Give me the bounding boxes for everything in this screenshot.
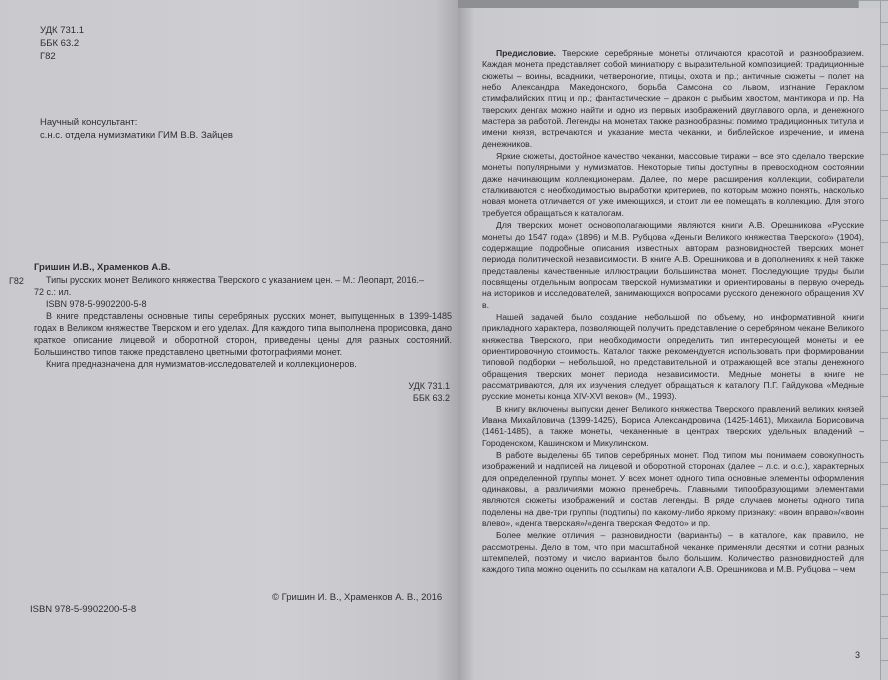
preface-paragraph-6: В работе выделены 65 типов серебряных монет. Под типом мы понимаем совокупность изображений и надписей на лицевой и оборотной сторонах (далее – л.с. и о.с.), характерных для определенной группы монет. У всех монет одного типа основные элементы оформления одинаковы, а различиями можно пренебречь. Главными типообразующими элементами являются сюжеты изображений и состав легенды. В ряде случаев монеты одного типа поделены на две-три группы (подтипы) по какому-либо яркому признаку: «воин вправо»/«воин влево», «денга тверская»/«денга тверская Федото» и пр. [482,450,864,529]
preface-paragraph-3: Для тверских монет основополагающими являются книги А.В. Орешникова «Русские монеты до 1547 года» (1896) и М.В. Рубцова «Деньги Великого княжества Тверского» (1904), содержащие подробные описания известных авторам разновидностей тверских монет периода политической независимости. В книге А.В. Орешникова и в дополнениях к ней также представлены качественные иллюстрации большинства монет. Последующие труды были посвящены отдельным вопросам тверской нумизматики и ориентированы в первую очередь на историков и исследователей, занимающихся вопросами русского денежного обращения XV в. [482,220,864,310]
consultant-label: Научный консультант: [40,117,138,128]
udk-bottom-block [380,380,450,404]
preface-paragraph-4: Нашей задачей было создание небольшой по объему, но информативной книги прикладного характера, позволяющей получить представление о серебряном чекане Великого княжества Тверского, при необходимости определить тип интересующей монеты и ее ориентировочную стоимость. Каталог также рекомендуется использовать при формировании типовой подборки – небольшой, но представительной и отражающей все этапы денежного обращения тверских монет периода независимости. Медные монеты в книге не рассматриваются, для их изучения следует обращаться к каталогу П.Г. Гайдукова «Медные русские монеты конца XIV-XVI веков» (М., 1993). [482,311,864,402]
bbk-code-bottom: ББК 63.2 [412,393,450,403]
authors-heading: Гришин И.В., Храменков А.В. [34,262,171,273]
isbn-bottom: ISBN 978-5-9902200-5-8 [30,604,137,615]
consultant-name: с.н.с. отдела нумизматики ГИМ В.В. Зайцев [40,130,233,141]
audience-paragraph: Книга предназначена для нумизматов-исследователей и коллекционеров. [46,359,357,369]
preface-paragraph-1-text: Тверские серебряные монеты отличаются красотой и разнообразием. Каждая монета представляет собой миниатюру с выразительной композицией: традиционные сюжеты – воины, всадники, четвероногие, птицы, охота и пр.; античные сюжеты – полет на небо Александра Македонского, борьба Самсона со львом, изгнание Гераклом стимфалийских птиц и пр.; фантастические – дракон с рыбьим хвостом, мантикора и пр. На тверских денгах можно найти и одно из первых изображений двуглавого орла, и денежного мастера за работой. Легенды на монетах также разнообразны: помимо традиционных титула и имени князя, встречаются и указание места чеканки, и библейское изречение, и имена денежников. [482,48,864,149]
book-title-line: Типы русских монет Великого княжества Тверского с указанием цен. – М.: Леопарт, 2016.– [46,275,425,285]
page-number: 3 [854,650,860,660]
preface-paragraph-7: Более мелкие отличия – разновидности (варианты) – в каталоге, как правило, не рассмотрены. Дело в том, что при масштабной чеканке применяли десятки и сотни разных штемпелей, поэтому и число вариантов было большим. Количество разновидностей для каждого типа можно оценить по ссылкам на каталоги А.В. Орешникова и М.В. Рубцова – чем [482,530,864,575]
copyright-line: © Гришин И. В., Храменков А. В., 2016 [272,592,443,603]
preface-heading: Предисловие. [496,48,557,58]
preface-paragraph-2: Яркие сюжеты, достойное качество чеканки, массовые тиражи – все это сделало тверские монеты популярными у нумизматов. Некоторые типы доступны в превосходном состоянии даже начинающим коллекционерам. Далее, по мере расширения коллекции, собиратели сталкиваются с необходимостью выработки критериев, по которым можно понять, насколько новая монета отличается от уже имеющихся, и стоит ли ее помещать в коллекцию. Для этого требуется обращаться к каталогам. [482,151,864,218]
udk-code: УДК 731.1 [40,25,84,36]
preface-paragraph-1 [482,48,864,150]
annotation-paragraph: В книге представлены основные типы серебряных русских монет, выпущенных в 1399-1485 годах в Великом княжестве Тверском и его уделах. Для каждого типа выполнена прорисовка, дано краткое описание лицевой и оборотной сторон, приведены цены для разных состояний. Большинство типов также представлено цветными фотографиями монет. [34,311,452,357]
udk-code-bottom: УДК 731.1 [408,381,450,391]
bbk-code: ББК 63.2 [40,38,80,49]
bibliographic-record [34,262,452,370]
isbn-line: ISBN 978-5-9902200-5-8 [46,299,147,309]
consultant-block [40,116,233,142]
pages-line: 72 с.: ил. [34,287,72,297]
right-page [458,8,880,680]
udk-top-block [40,24,84,63]
preface-paragraph-5: В книгу включены выпуски денег Великого княжества Тверского правлений великих князей Ивана Михайловича (1399-1425), Бориса Александровича (1425-1461), Михаила Борисовича (1461-1485), а также монеты, чеканенные в центрах тверских удельных владений – Городенском, Кашинском и Микулинском. [482,403,864,448]
preface-text [482,48,864,577]
catalog-mark: Г82 [9,276,24,286]
author-mark: Г82 [40,51,56,62]
